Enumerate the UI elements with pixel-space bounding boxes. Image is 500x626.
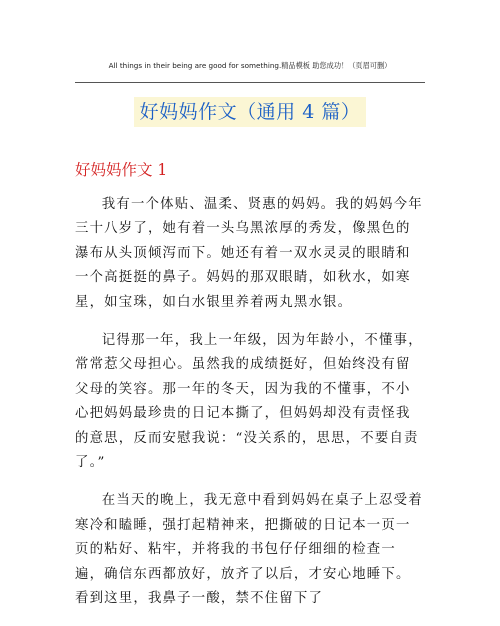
paragraph-3: 在当天的晚上，我无意中看到妈妈在桌子上忍受着寒冷和瞌睡，强打起精神来，把撕破的日记本一页一页的粘好、粘牢，并将我的书包仔仔细细的检查一遍，确信东西都放好，放齐了以后，才安心地睡下。看到这里，我鼻子一酸，禁不住留下了	[75, 493, 423, 607]
paragraph-2: 记得那一年，我上一年级，因为年龄小，不懂事，常常惹父母担心。虽然我的成绩挺好，但始终没有留父母的笑容。那一年的冬天，因为我的不懂事，不小心把妈妈最珍贵的日记本撕了，但妈妈却没有责怪我的意思，反而安慰我说：“没关系的，思思，不要自责了。”	[75, 333, 423, 471]
document-title: 好妈妈作文（通用 4 篇）	[134, 97, 367, 127]
title-container	[0, 97, 500, 127]
paragraph-1: 我有一个体贴、温柔、贤惠的妈妈。我的妈妈今年三十八岁了，她有着一头乌黑浓厚的秀发，像黑色的瀑布从头顶倾泻而下。她还有着一双水灵灵的眼睛和一个高挺挺的鼻子。妈妈的那双眼睛，如秋水，如寒星，如宝珠，如白水银里养着两丸黑水银。	[75, 197, 423, 310]
article-body	[75, 193, 425, 626]
section-heading: 好妈妈作文 1	[75, 161, 168, 179]
page-header-text: All things in their being are good for something.精品模板 助您成功！（页眉可删）	[108, 61, 392, 70]
header-divider	[75, 82, 425, 83]
